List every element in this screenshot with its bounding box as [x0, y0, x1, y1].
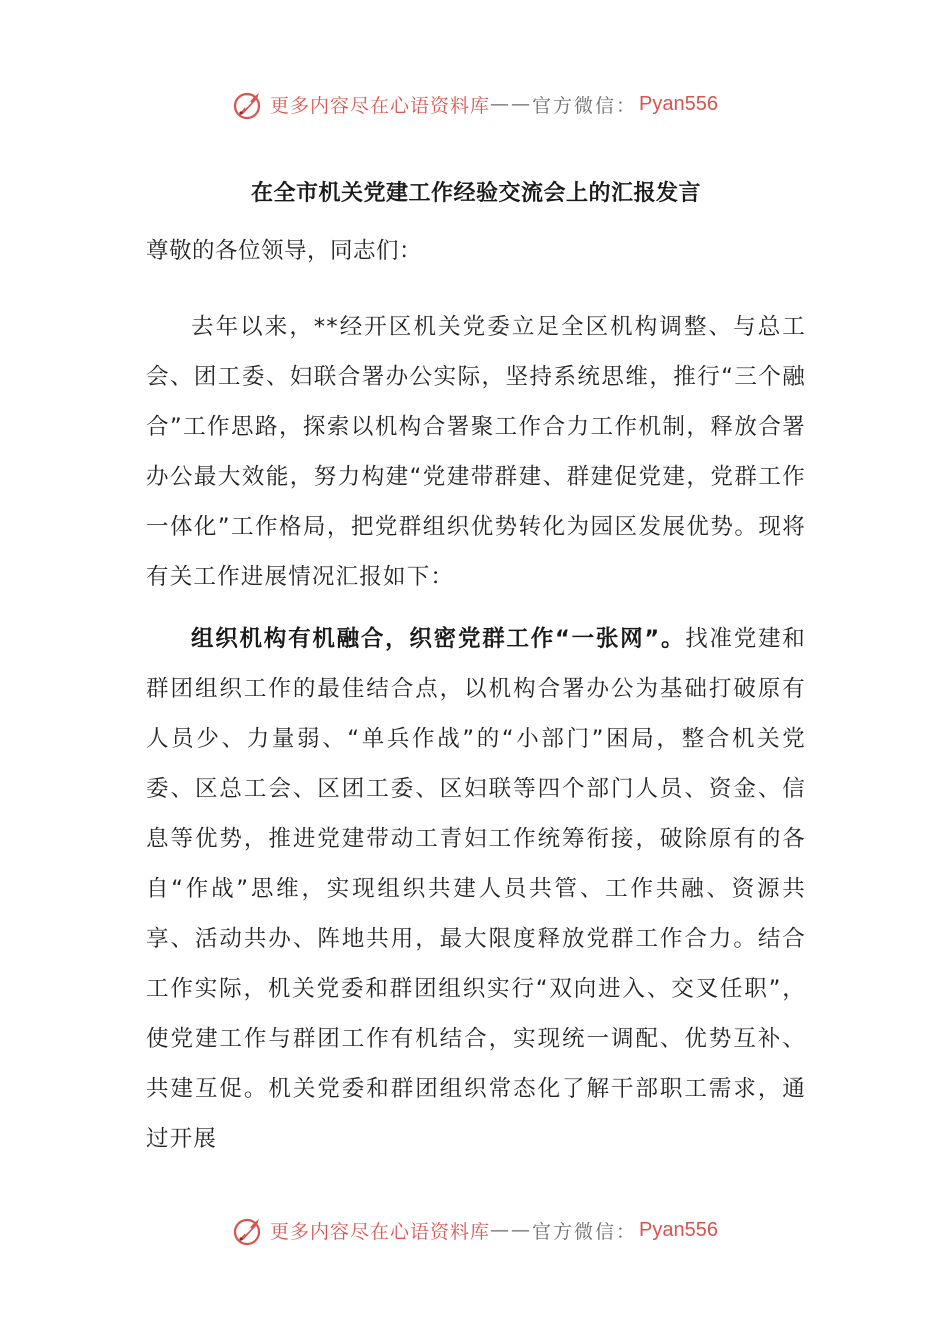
pen-nib-circle-logo-icon: [232, 87, 266, 121]
banner-wechat-id: Pyan556: [639, 1218, 718, 1241]
banner-official-text: 官方微信：: [532, 1220, 638, 1243]
paragraph-lead-heading: 组织机构有机融合，织密党群工作“一张网”。: [191, 626, 686, 652]
banner-brand-text: 更多内容尽在心语资料库: [270, 94, 491, 117]
document-body: [146, 172, 806, 1176]
banner-official-text: 官方微信：: [532, 94, 638, 117]
document-salutation: 尊敬的各位领导，同志们：: [146, 238, 423, 264]
banner-wechat-id: Pyan556: [639, 92, 718, 115]
pen-nib-circle-logo-icon: [232, 1213, 266, 1247]
paragraph-intro: [146, 302, 806, 602]
paragraph-section-1: [146, 614, 806, 1164]
document-title: 在全市机关党建工作经验交流会上的汇报发言: [250, 181, 701, 206]
footer-banner: [0, 1210, 950, 1250]
banner-separator: ——: [490, 1219, 533, 1241]
paragraph-text: 去年以来，**经开区机关党委立足全区机构调整、与总工会、团工委、妇联合署办公实际，坚持系统思维，推行“三个融合”工作思路，探索以机构合署聚工作合力工作机制，释放合署办公最大效能，努力构建“党建带群建、群建促党建，党群工作一体化”工作格局，把党群组织优势转化为园区发展优势。现将有关工作进展情况汇报如下：: [146, 314, 806, 590]
header-banner: [0, 84, 950, 124]
paragraph-text: 找准党建和群团组织工作的最佳结合点，以机构合署办公为基础打破原有人员少、力量弱、“单兵作战”的“小部门”困局，整合机关党委、区总工会、区团工委、区妇联等四个部门人员、资金、信息等优势，推进党建带动工青妇工作统筹衔接，破除原有的各自“作战”思维，实现组织共建人员共管、工作共融、资源共享、活动共办、阵地共用，最大限度释放党群工作合力。结合工作实际，机关党委和群团组织实行“双向进入、交叉任职”，使党建工作与群团工作有机结合，实现统一调配、优势互补、共建互促。机关党委和群团组织常态化了解干部职工需求，通过开展: [146, 626, 806, 1152]
banner-separator: ——: [490, 93, 533, 115]
banner-brand-text: 更多内容尽在心语资料库: [270, 1220, 491, 1243]
